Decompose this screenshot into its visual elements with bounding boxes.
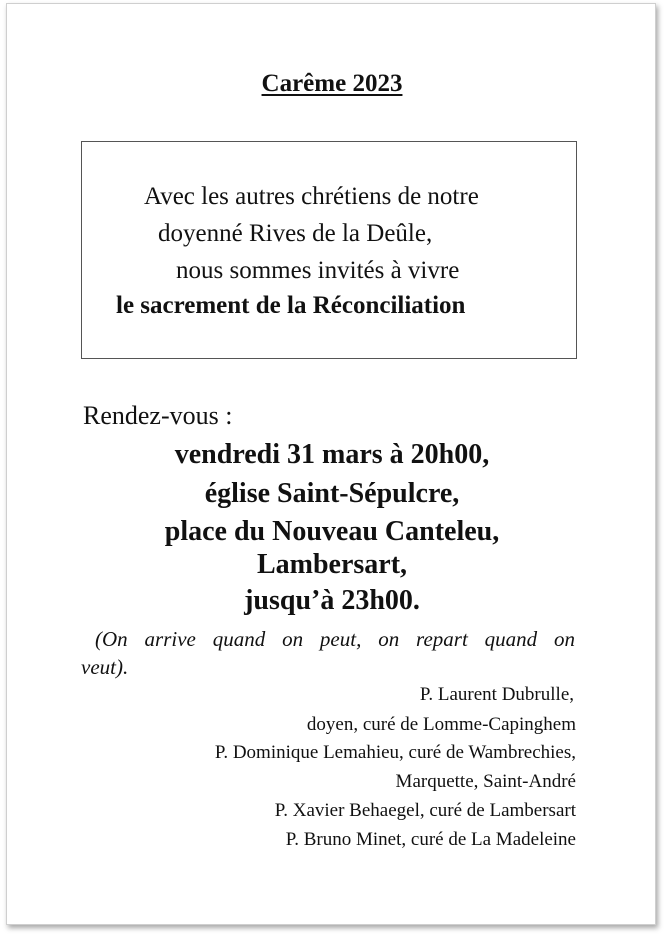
rendezvous-church: église Saint-Sépulcre, — [204, 478, 460, 509]
invitation-line-4: le sacrement de la Réconciliation — [116, 292, 466, 319]
rendezvous-place: place du Nouveau Canteleu, — [164, 516, 500, 547]
page-title: Carême 2023 — [261, 70, 403, 97]
rendezvous-end-time: jusqu’à 23h00. — [244, 585, 420, 616]
note-line-2: veut). — [81, 655, 129, 679]
signature-line-4: Marquette, Saint-André — [395, 771, 576, 792]
invitation-line-2: doyenné Rives de la Deûle, — [158, 220, 433, 247]
rendezvous-town: Lambersart, — [256, 549, 408, 580]
rendezvous-date: vendredi 31 mars à 20h00, — [174, 439, 490, 470]
signature-line-6: P. Bruno Minet, curé de La Madeleine — [285, 829, 576, 850]
signature-line-1: P. Laurent Dubrulle, — [419, 684, 574, 705]
signature-line-5: P. Xavier Behaegel, curé de Lambersart — [274, 800, 576, 821]
signature-line-2: doyen, curé de Lomme-Capinghem — [306, 714, 576, 735]
signature-line-3: P. Dominique Lemahieu, curé de Wambrechies, — [214, 742, 576, 763]
invitation-box — [81, 141, 577, 359]
invitation-line-3: nous sommes invités à vivre — [176, 257, 460, 284]
note-line-1: (On arrive quand on peut, on repart quand on — [95, 627, 575, 651]
invitation-line-1: Avec les autres chrétiens de notre — [144, 183, 479, 210]
rendezvous-label: Rendez-vous : — [83, 401, 233, 430]
